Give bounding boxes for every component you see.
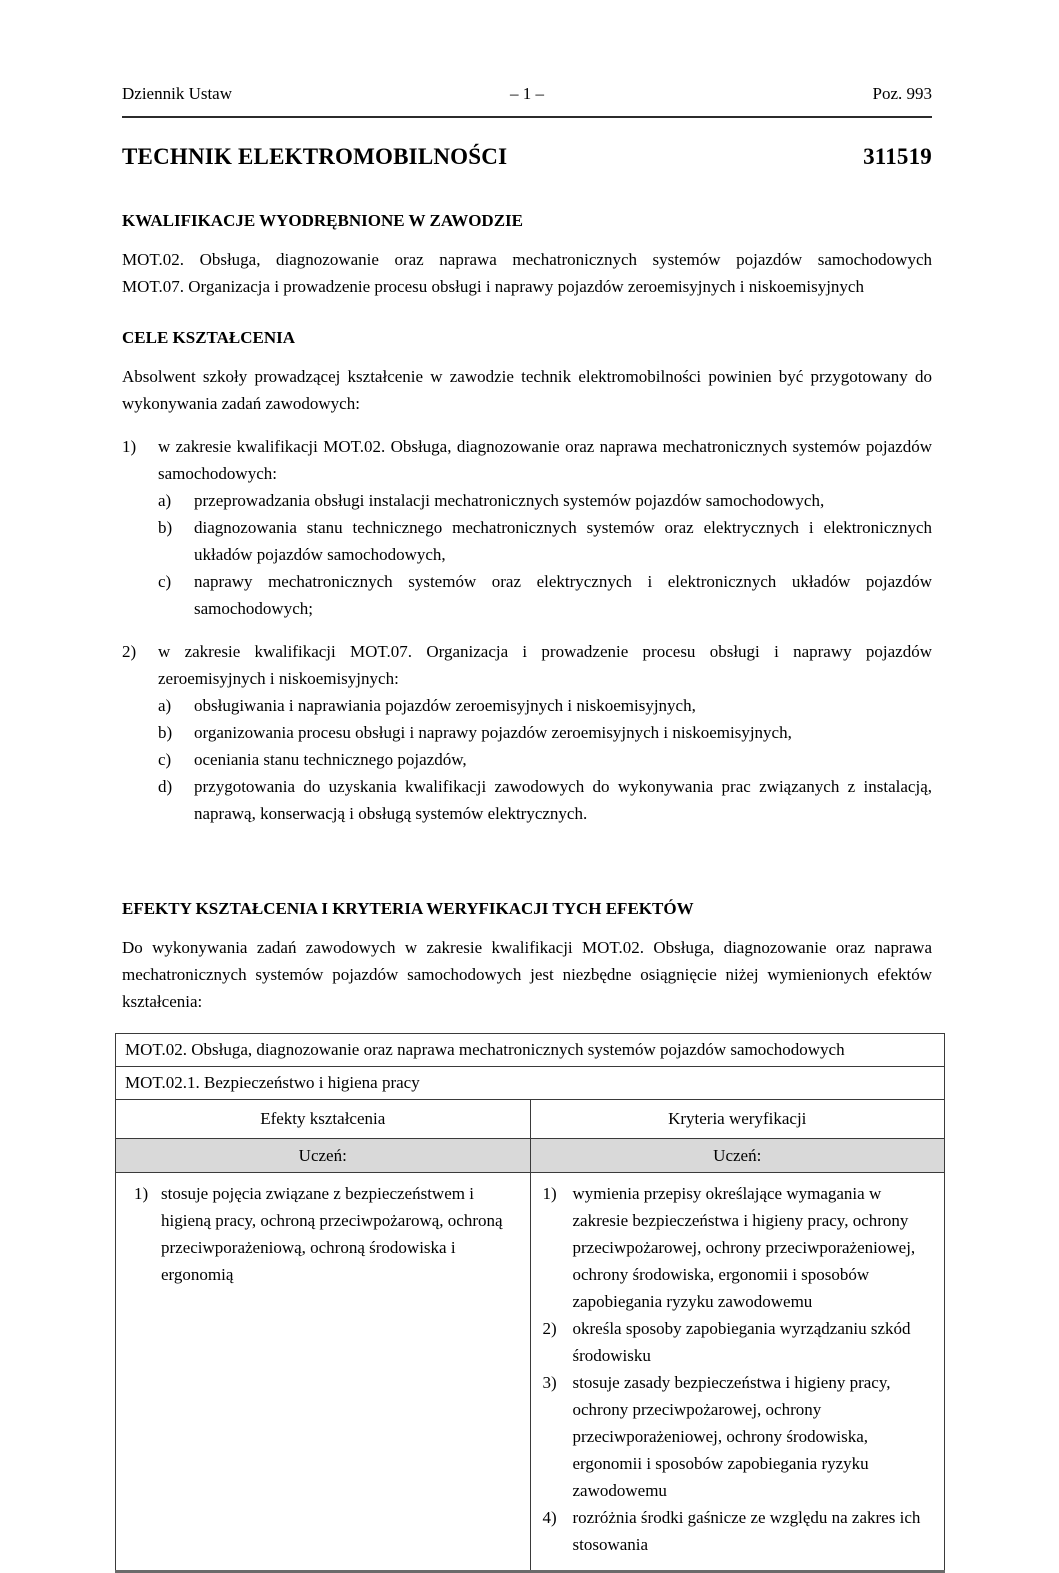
page-number: – 1 – xyxy=(510,84,544,103)
sub-item-marker: d) xyxy=(158,777,173,796)
table-item-marker: 1) xyxy=(134,1184,149,1203)
student-label: Uczeń: xyxy=(530,1139,945,1173)
table-row-unit xyxy=(116,1067,945,1100)
criteria-cell xyxy=(530,1173,945,1572)
sub-item-text: przygotowania do uzyskania kwalifikacji zawodowych do wykonywania prac związanych z instalacją, naprawą, konserwacją i obsługą systemów elektrycznych. xyxy=(194,777,932,823)
sub-list-item xyxy=(158,773,932,827)
table-item-text: stosuje pojęcia związane z bezpieczeństwem i higieną pracy, ochroną przeciwpożarową, ochroną przeciwporażeniową, ochroną środowiska i ergonomią xyxy=(161,1184,503,1284)
sub-list-item xyxy=(158,746,932,773)
qualification-line: MOT.07. Organizacja i prowadzenie procesu obsługi i naprawy pojazdów zeroemisyjnych i niskoemisyjnych xyxy=(122,277,864,296)
effects-table xyxy=(115,1033,945,1573)
sub-list-item xyxy=(158,487,932,514)
table-item-marker: 1) xyxy=(542,1184,557,1203)
list-item-marker: 2) xyxy=(122,642,137,661)
sub-item-text: organizowania procesu obsługi i naprawy pojazdów zeroemisyjnych i niskoemisyjnych, xyxy=(194,723,792,742)
title-row xyxy=(122,144,932,170)
sub-list-item xyxy=(158,719,932,746)
sub-item-marker: c) xyxy=(158,572,172,591)
table-item-text: wymienia przepisy określające wymagania w zakresie bezpieczeństwa i higieny pracy, ochrony przeciwpożarowej, ochrony przeciwporażeniowej, ochrony środowiska, ergonomii i sposobów zapobiegania ryzyku zawodowemu xyxy=(572,1184,916,1311)
qualification-banner: MOT.02. Obsługa, diagnozowanie oraz naprawa mechatronicznych systemów pojazdów samochodowych xyxy=(116,1034,945,1067)
journal-name: Dziennik Ustaw xyxy=(122,84,233,103)
table-row-column-headers xyxy=(116,1100,945,1139)
list-item-text: w zakresie kwalifikacji MOT.07. Organizacja i prowadzenie procesu obsługi i naprawy pojazdów zeroemisyjnych i niskoemisyjnych: xyxy=(158,642,932,688)
profession-code: 311519 xyxy=(863,144,932,169)
table-row-content xyxy=(116,1173,945,1572)
sub-item-text: obsługiwania i naprawiania pojazdów zeroemisyjnych i niskoemisyjnych, xyxy=(194,696,696,715)
list-item xyxy=(122,638,932,827)
table-row-qualification xyxy=(116,1034,945,1067)
sub-list-item xyxy=(158,568,932,622)
list-item-text: w zakresie kwalifikacji MOT.02. Obsługa, diagnozowanie oraz naprawa mechatronicznych systemów pojazdów samochodowych: xyxy=(158,437,932,483)
table-list-item xyxy=(539,1180,937,1315)
profession-title: TECHNIK ELEKTROMOBILNOŚCI xyxy=(122,144,508,169)
sub-list xyxy=(158,487,932,622)
goals-heading: CELE KSZTAŁCENIA xyxy=(122,328,296,347)
sub-item-text: diagnozowania stanu technicznego mechatronicznych systemów oraz elektrycznych i elektronicznych układów pojazdów samochodowych, xyxy=(194,518,932,564)
sub-item-text: oceniania stanu technicznego pojazdów, xyxy=(194,750,467,769)
unit-banner: MOT.02.1. Bezpieczeństwo i higiena pracy xyxy=(116,1067,945,1100)
table-list-item xyxy=(539,1315,937,1369)
table-item-marker: 2) xyxy=(542,1319,557,1338)
qualifications-list xyxy=(122,246,932,300)
student-label: Uczeń: xyxy=(116,1139,531,1173)
sub-list-item xyxy=(158,692,932,719)
effects-cell xyxy=(116,1173,531,1572)
column-header-effects: Efekty kształcenia xyxy=(116,1100,531,1139)
sub-item-marker: b) xyxy=(158,723,173,742)
table-item-text: określa sposoby zapobiegania wyrządzaniu szkód środowisku xyxy=(572,1319,911,1365)
table-list-item xyxy=(539,1369,937,1504)
table-item-text: stosuje zasady bezpieczeństwa i higieny pracy, ochrony przeciwpożarowej, ochrony przeciwporażeniowej, ochrony środowiska, ergonomii i sposobów zapobiegania ryzyku zawodowemu xyxy=(572,1373,891,1500)
column-header-criteria: Kryteria weryfikacji xyxy=(530,1100,945,1139)
sub-list-item xyxy=(158,514,932,568)
table-item-marker: 3) xyxy=(542,1373,557,1392)
header-divider xyxy=(122,116,932,118)
position-number: Poz. 993 xyxy=(872,84,932,103)
qualification-line: MOT.02. Obsługa, diagnozowanie oraz naprawa mechatronicznych systemów pojazdów samochodowych xyxy=(122,250,932,269)
table-list-item xyxy=(539,1504,937,1558)
effects-intro: Do wykonywania zadań zawodowych w zakresie kwalifikacji MOT.02. Obsługa, diagnozowanie oraz naprawa mechatronicznych systemów pojazdów samochodowych jest niezbędne osiągnięcie niżej wymienionych efektów kształcenia: xyxy=(122,938,932,1011)
effects-heading: EFEKTY KSZTAŁCENIA I KRYTERIA WERYFIKACJI TYCH EFEKTÓW xyxy=(122,899,694,918)
goals-intro: Absolwent szkoły prowadzącej kształcenie w zawodzie technik elektromobilności powinien być przygotowany do wykonywania zadań zawodowych: xyxy=(122,367,932,413)
sub-item-text: przeprowadzania obsługi instalacji mechatronicznych systemów pojazdów samochodowych, xyxy=(194,491,825,510)
table-list-item xyxy=(124,1180,522,1288)
list-item xyxy=(122,433,932,622)
table-item-marker: 4) xyxy=(542,1508,557,1527)
sub-item-marker: a) xyxy=(158,491,172,510)
sub-item-marker: a) xyxy=(158,696,172,715)
qualifications-heading: KWALIFIKACJE WYODRĘBNIONE W ZAWODZIE xyxy=(122,211,524,230)
sub-item-marker: b) xyxy=(158,518,173,537)
table-item-text: rozróżnia środki gaśnicze ze względu na zakres ich stosowania xyxy=(572,1508,921,1554)
running-header xyxy=(122,84,932,103)
list-item-marker: 1) xyxy=(122,437,137,456)
sub-item-marker: c) xyxy=(158,750,172,769)
sub-item-text: naprawy mechatronicznych systemów oraz elektrycznych i elektronicznych układów pojazdów samochodowych; xyxy=(194,572,932,618)
sub-list xyxy=(158,692,932,827)
table-row-student xyxy=(116,1139,945,1173)
